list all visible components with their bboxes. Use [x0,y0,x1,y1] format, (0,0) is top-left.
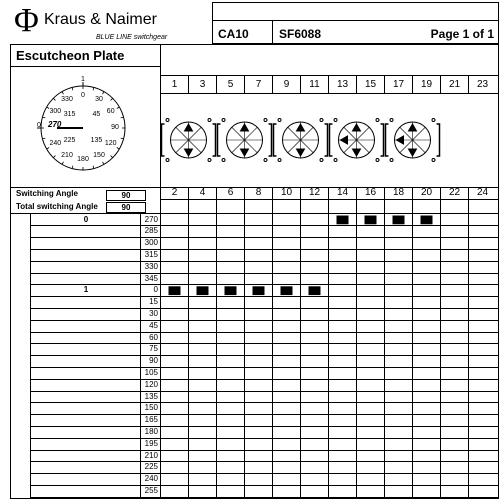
dial-tick [121,117,124,118]
cam-terminal-dot [376,159,379,162]
cam-bracket-right [325,124,328,156]
cam-bracket-right [269,124,272,156]
dial-tick [62,92,64,95]
cam-contact-arrow [185,149,193,156]
cam-terminal-dot [320,119,323,122]
contact-closed-block [197,286,209,295]
dial-tick [93,166,94,169]
cam-bracket-left [330,124,333,156]
dial-angle-label: 45 [92,110,101,118]
cam-contact-arrow [397,136,404,144]
dial-tick [111,156,113,158]
position-angle: 0 [153,285,158,295]
terminal-number: 9 [283,79,290,90]
cam-terminal-dot [432,159,435,162]
terminal-number: 5 [227,79,234,90]
contact-closed-block [225,286,237,295]
dial-angle-label: 210 [61,151,73,159]
switching-angle-label: Switching Angle [16,189,78,198]
terminal-number: 24 [476,187,489,198]
terminal-number: 12 [308,187,321,198]
cam-terminal-dot [278,119,281,122]
cam-terminal-dot [432,119,435,122]
position-angle: 45 [149,320,158,330]
total-switching-angle-value: 90 [121,203,131,212]
dial-angle-label: 225 [63,137,76,145]
position-angle: 315 [144,249,158,259]
dial-tick [62,162,64,165]
cam-terminal-dot [376,119,379,122]
contact-closed-block [253,286,265,295]
dial-tick [42,138,45,139]
cam-bracket-left [218,124,221,156]
drawing-number: SF6088 [279,27,322,41]
dial-tick [47,148,50,150]
cam-terminal-dot [222,119,225,122]
position-angle: 195 [144,438,158,448]
position-label: 1 [83,285,89,295]
cam-contact-arrow [297,124,305,131]
terminal-number: 20 [420,187,433,198]
dial-left-label: 0 [37,122,41,129]
contact-closed-block [281,286,293,295]
position-angle: 165 [144,415,158,425]
dial-angle-label: 180 [77,156,89,163]
cam-contact-arrow [185,124,193,131]
dial-tick [103,92,105,95]
position-angle: 330 [144,261,158,271]
terminal-number: 19 [420,79,433,90]
dial-angle-label: 300 [49,108,62,115]
dial-tick [53,156,55,158]
terminal-number: 2 [171,187,178,198]
cam-bracket-left [162,124,165,156]
cam-terminal-dot [208,159,211,162]
dial-tick [53,98,55,100]
cam-contact-arrow [353,149,361,156]
contact-closed-block [393,216,405,225]
terminal-number: 15 [364,79,377,90]
contact-closed-block [365,216,377,225]
position-angle: 150 [144,403,158,413]
cam-bracket-left [386,124,389,156]
contact-closed-block [337,216,349,225]
position-angle: 255 [144,485,158,495]
page-label: Page 1 of 1 [430,27,494,41]
position-label: 0 [83,214,89,224]
total-switching-angle-label: Total switching Angle [16,202,98,211]
cam-terminal-dot [320,159,323,162]
terminal-number: 22 [448,187,461,198]
position-angle: 15 [149,297,158,307]
cam-terminal-dot [208,119,211,122]
cam-contact-arrow [409,124,417,131]
position-angle: 105 [144,367,158,377]
dial-angle-label: 330 [61,96,73,104]
dial-center-label: 270 [48,120,62,129]
position-angle: 240 [144,474,158,484]
terminal-number: 3 [199,79,206,90]
terminal-number: 1 [171,79,178,90]
company-logo [14,4,209,44]
position-angle: 135 [144,391,158,401]
terminal-number: 6 [227,187,234,198]
dial-tick [72,166,73,169]
cam-terminal-dot [390,159,393,162]
cam-terminal-dot [222,159,225,162]
cam-contact-arrow [341,136,348,144]
contact-closed-block [169,286,181,295]
dial-angle-label: 315 [63,110,76,118]
cam-terminal-dot [278,159,281,162]
terminal-number: 4 [199,187,206,198]
cam-bracket-right [437,124,440,156]
terminal-number: 8 [255,187,262,198]
company-tagline: BLUE LINE switchgear [96,34,168,41]
cam-terminal-dot [166,119,169,122]
dial-angle-label: 135 [90,137,103,145]
product-code: CA10 [218,27,249,41]
cam-terminal-dot [334,119,337,122]
terminal-number: 17 [392,79,405,90]
terminal-number: 21 [448,79,461,90]
cam-bracket-right [213,124,216,156]
position-angle: 120 [144,379,158,389]
dial-tick [42,117,45,118]
terminal-number: 7 [255,79,262,90]
dial-tick [117,148,120,150]
contact-closed-block [421,216,433,225]
position-angle: 210 [144,450,158,460]
total-switching-angle-box [106,202,146,213]
dial-top-label: 1 [81,76,85,83]
dial-angle-label: 60 [106,108,115,115]
dial-angle-label: 150 [93,151,105,159]
position-angle: 180 [144,426,158,436]
position-angle: 75 [149,344,158,354]
terminal-number: 18 [392,187,405,198]
terminal-number: 16 [364,187,377,198]
switching-angle-box [106,190,146,201]
terminal-number: 11 [309,79,320,90]
cam-contact-arrow [241,124,249,131]
position-angle: 300 [144,238,158,248]
logo-phi-icon: Φ [14,2,39,39]
cam-terminal-dot [390,119,393,122]
position-angle: 30 [149,308,158,318]
dial-tick [93,87,94,90]
company-name: Kraus & Naimer [44,11,157,28]
cam-contact-arrow [353,124,361,131]
cam-bracket-right [381,124,384,156]
terminal-number: 23 [476,79,489,90]
dial-angle-label: 30 [95,96,103,104]
cam-terminal-dot [334,159,337,162]
dial-tick [111,98,113,100]
position-angle: 225 [144,462,158,472]
cam-contact-arrow [409,149,417,156]
terminal-number: 14 [336,187,349,198]
position-angle: 270 [144,214,158,224]
cam-terminal-dot [166,159,169,162]
position-angle: 285 [144,226,158,236]
cam-contact-arrow [297,149,305,156]
escutcheon-title: Escutcheon Plate [16,48,125,63]
dial-tick [121,138,124,139]
dial-tick [103,162,105,165]
dial-angle-label: 90 [111,124,119,131]
cam-bracket-left [274,124,277,156]
dial-angle-label: 240 [49,140,62,147]
terminal-number: 10 [280,187,293,198]
position-angle: 90 [149,356,158,366]
cam-contact-arrow [241,149,249,156]
dial-tick [72,87,73,90]
dial-angle-label: 120 [104,140,117,147]
position-angle: 345 [144,273,158,283]
cam-terminal-dot [264,119,267,122]
contact-closed-block [309,286,321,295]
switching-angle-value: 90 [121,191,131,200]
terminal-number: 13 [336,79,349,90]
dial-angle-label: 0 [81,92,85,99]
position-angle: 60 [149,332,158,342]
cam-terminal-dot [264,159,267,162]
